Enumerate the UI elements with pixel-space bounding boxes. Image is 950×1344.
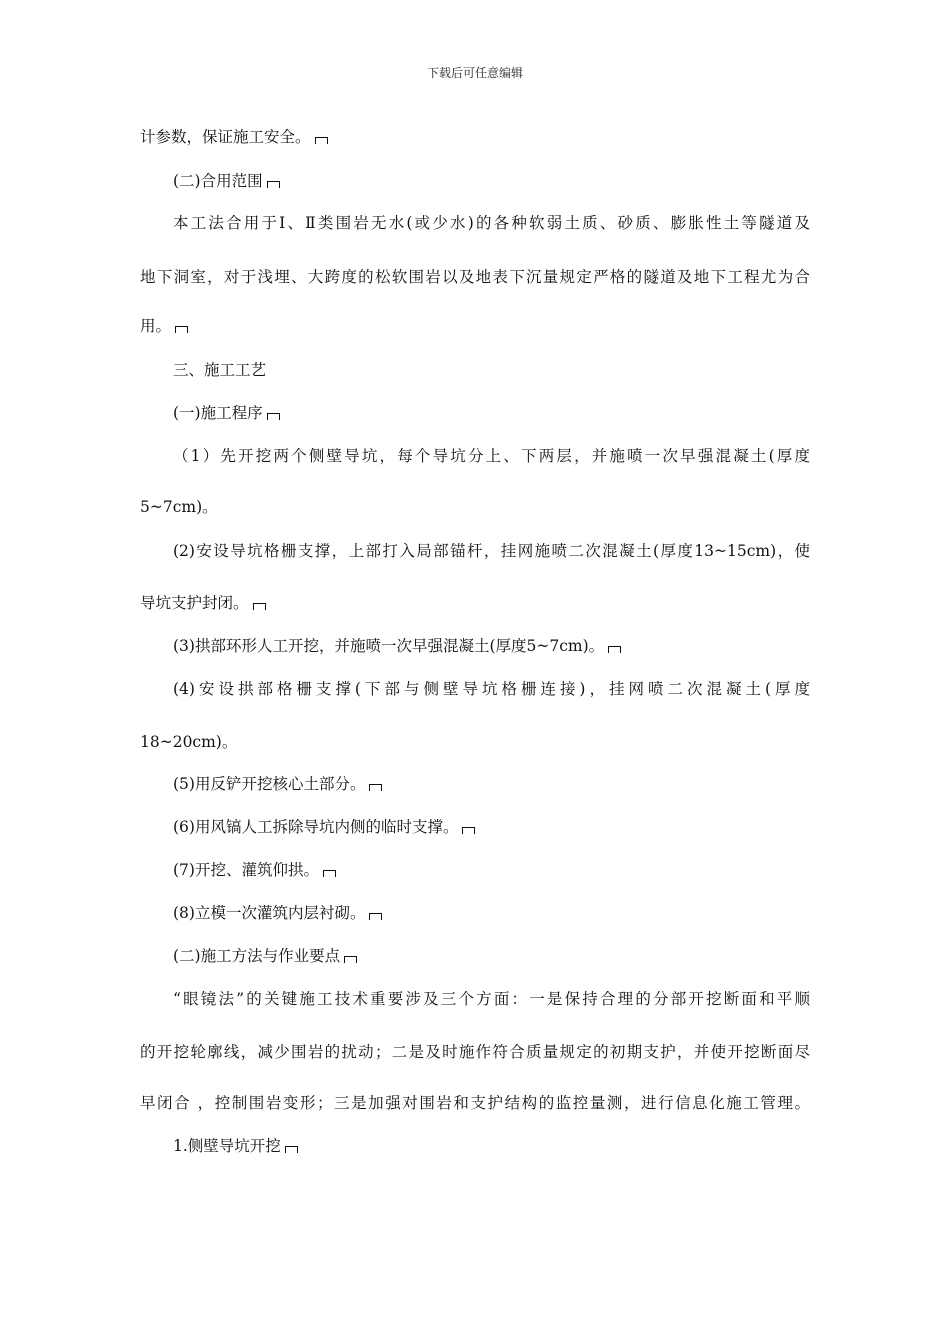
paragraph-mark-icon xyxy=(315,137,328,144)
section-heading: 三、施工工艺 xyxy=(173,361,267,379)
section-heading: (一)施工程序 xyxy=(173,403,280,423)
paragraph-line: “眼镜法”的关键施工技术重要涉及三个方面：一是保持合理的分部开挖断面和平顺 xyxy=(173,990,810,1008)
paragraph-line: 本工法合用于Ⅰ、Ⅱ类围岩无水(或少水)的各种软弱土质、砂质、膨胀性土等隧道及 xyxy=(173,214,810,232)
paragraph-mark-icon xyxy=(267,181,280,188)
paragraph-mark-icon xyxy=(369,913,382,920)
paragraph-mark-icon xyxy=(608,646,621,653)
paragraph-mark-icon xyxy=(175,326,188,333)
paragraph-line: （1）先开挖两个侧壁导坑，每个导坑分上、下两层，并施喷一次早强混凝土(厚度 xyxy=(173,447,810,465)
paragraph-line: (6)用风镐人工拆除导坑内侧的临时支撑。 xyxy=(173,817,475,837)
paragraph-line: 5~7cm)。 xyxy=(140,498,218,516)
paragraph-mark-icon xyxy=(462,827,475,834)
paragraph-mark-icon xyxy=(285,1146,298,1153)
paragraph-line: 早闭合 ，控制围岩变形；三是加强对围岩和支护结构的监控量测，进行信息化施工管理。 xyxy=(140,1094,810,1112)
section-heading: (二)施工方法与作业要点 xyxy=(173,946,357,966)
paragraph-line: (5)用反铲开挖核心土部分。 xyxy=(173,774,382,794)
paragraph-mark-icon xyxy=(369,784,382,791)
paragraph-line: 的开挖轮廓线，减少围岩的扰动；二是及时施作符合质量规定的初期支护，并使开挖断面尽 xyxy=(140,1043,810,1061)
paragraph-line: (7)开挖、灌筑仰拱。 xyxy=(173,860,336,880)
paragraph-mark-icon xyxy=(253,603,266,610)
paragraph-line: 计参数，保证施工安全。 xyxy=(140,127,328,147)
paragraph-line: 导坑支护封闭。 xyxy=(140,593,266,613)
paragraph-line: 18~20cm)。 xyxy=(140,733,238,751)
paragraph-mark-icon xyxy=(323,870,336,877)
paragraph-line: (8)立模一次灌筑内层衬砌。 xyxy=(173,903,382,923)
paragraph-mark-icon xyxy=(344,956,357,963)
paragraph-mark-icon xyxy=(267,413,280,420)
section-heading: 1.侧壁导坑开挖 xyxy=(173,1136,298,1156)
paragraph-line: 地下洞室，对于浅埋、大跨度的松软围岩以及地表下沉量规定严格的隧道及地下工程尤为合 xyxy=(140,268,810,286)
paragraph-line: (2)安设导坑格栅支撑，上部打入局部锚杆，挂网施喷二次混凝土(厚度13~15cm)，使 xyxy=(173,542,810,560)
page-header: 下载后可任意编辑 xyxy=(426,66,523,80)
paragraph-line: 用。 xyxy=(140,316,188,336)
section-heading: (二)合用范围 xyxy=(173,171,280,191)
paragraph-line: (3)拱部环形人工开挖，并施喷一次早强混凝土(厚度5~7cm)。 xyxy=(173,636,621,656)
paragraph-line: (4)安设拱部格栅支撑(下部与侧壁导坑格栅连接)，挂网喷二次混凝土(厚度 xyxy=(173,680,810,698)
